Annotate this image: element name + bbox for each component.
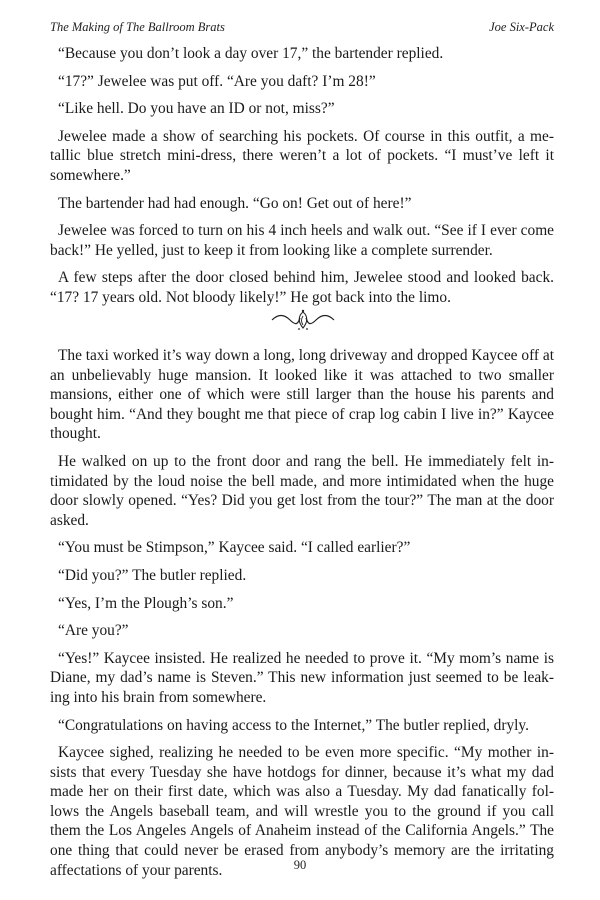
- author-name: Joe Six-Pack: [489, 20, 554, 34]
- paragraph: “Like hell. Do you have an ID or not, miss?”: [58, 100, 335, 118]
- paragraph: “Are you?”: [58, 622, 129, 640]
- section-2-text: [50, 346, 554, 888]
- paragraph: Jewelee was forced to turn on his 4 inch heels and walk out. “See if I ever come back!” He yelled, just to keep it from looking like a complete surrender.: [50, 222, 554, 259]
- paragraph: He walked on up to the front door and rang the bell. He immediately felt intimidated by the loud noise the bell made, and more intimidated when the huge door slowly opened. “Yes? Did you get lost from the tour?” The man at the door asked.: [50, 452, 554, 529]
- paragraph: The bartender had had enough. “Go on! Get out of here!”: [58, 194, 412, 212]
- section-break-ornament-icon: [270, 308, 336, 332]
- paragraph: Kaycee sighed, realizing he needed to be even more specific. “My mother insists that every Tuesday she have hotdogs for dinner, because it’s what my dad made her on their first date, which was also a Tuesday. My dad fanatically follows the Angels baseball team, and will wrestle you to the ground if you call them the Los Angeles Angels of Anaheim instead of the California Angels.” The one thing that could never be erased from anybody’s memory are the irritating affectations of your parents.: [50, 744, 554, 879]
- paragraph: Jewelee made a show of searching his pockets. Of course in this outfit, a metallic blue stretch mini-dress, there weren’t a lot of pockets. “I must’ve left it somewhere.”: [50, 127, 554, 184]
- running-head: [50, 20, 554, 40]
- paragraph: A few steps after the door closed behind him, Jewelee stood and looked back. “17? 17 years old. Not bloody likely!” He got back into the limo.: [50, 269, 554, 306]
- paragraph: “Congratulations on having access to the Internet,” The butler replied, dryly.: [58, 716, 529, 734]
- paragraph: “17?” Jewelee was put off. “Are you daft? I’m 28!”: [58, 72, 376, 90]
- book-title: The Making of The Ballroom Brats: [50, 20, 225, 34]
- paragraph: “Yes, I’m the Plough’s son.”: [58, 594, 234, 612]
- paragraph: “Yes!” Kaycee insisted. He realized he needed to prove it. “My mom’s name is Diane, my dad’s name is Steven.” This new information just seemed to be leaking into his brain from somewhere.: [50, 649, 554, 706]
- paragraph: “Because you don’t look a day over 17,” the bartender replied.: [58, 45, 444, 62]
- paragraph: The taxi worked it’s way down a long, long driveway and dropped Kaycee off at an unbelievably huge mansion. It looked like it was attached to two smaller mansions, either one of which were still larger than the house his parents and bought him. “And they bought me that piece of crap log cabin I live in?” Kaycee thought.: [50, 347, 554, 443]
- page-number: 90: [293, 858, 307, 872]
- paragraph: “Did you?” The butler replied.: [58, 566, 247, 584]
- section-1-text: [50, 44, 554, 316]
- paragraph: “You must be Stimpson,” Kaycee said. “I called earlier?”: [58, 539, 411, 557]
